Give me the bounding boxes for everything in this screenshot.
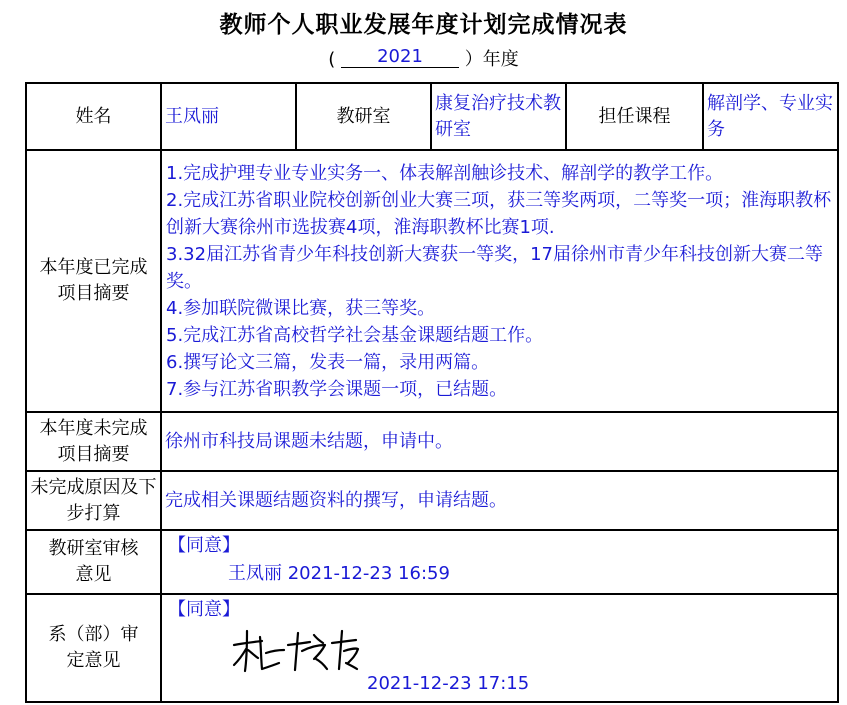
dept-verdict: 【同意】 bbox=[168, 599, 240, 620]
list-item: 2.完成江苏省职业院校创新创业大赛三项，获三等奖两项，二等奖一项；淮海职教杯创新大赛徐州市选拔赛4项，淮海职教杯比赛1项. bbox=[166, 189, 832, 238]
reason-value: 完成相关课题结题资料的撰写，申请结题。 bbox=[161, 471, 838, 530]
office-review-label bbox=[26, 530, 161, 594]
completed-label-text: 本年度已完成项目摘要 bbox=[39, 257, 148, 304]
dept-review-label bbox=[26, 594, 161, 702]
office-label: 教研室 bbox=[296, 83, 431, 150]
header-row bbox=[26, 83, 838, 150]
dept-review-row bbox=[26, 594, 838, 702]
list-item: 5.完成江苏省高校哲学社会基金课题结题工作。 bbox=[166, 324, 544, 346]
office-review-label-text: 教研室审核意见 bbox=[48, 538, 139, 585]
office-review-opinion bbox=[161, 530, 838, 594]
office-review-row bbox=[26, 530, 838, 594]
name-value: 王凤丽 bbox=[161, 83, 296, 150]
course-value: 解剖学、专业实务 bbox=[703, 83, 838, 150]
office-value: 康复治疗技术教研室 bbox=[431, 83, 566, 150]
handwritten-signature bbox=[230, 625, 360, 677]
list-item: 1.完成护理专业专业实务一、体表解剖触诊技术、解剖学的教学工作。 bbox=[166, 162, 724, 184]
plan-completion-table bbox=[25, 82, 839, 703]
list-item: 6.撰写论文三篇，发表一篇，录用两篇。 bbox=[166, 351, 490, 373]
uncompleted-label bbox=[26, 412, 161, 471]
year-open-paren: ( bbox=[328, 49, 336, 70]
dept-review-date: 2021-12-23 17:15 bbox=[367, 673, 530, 694]
completed-summary bbox=[161, 150, 838, 412]
reason-label-text: 未完成原因及下步打算 bbox=[30, 476, 157, 524]
uncompleted-row bbox=[26, 412, 838, 471]
year-suffix: ）年度 bbox=[464, 49, 519, 70]
list-item: 7.参与江苏省职教学会课题一项，已结题。 bbox=[166, 378, 508, 400]
uncompleted-value: 徐州市科技局课题未结题，申请中。 bbox=[161, 412, 838, 471]
completed-label bbox=[26, 150, 161, 412]
reason-row bbox=[26, 471, 838, 530]
year-value: 2021 bbox=[341, 47, 459, 68]
form-title: 教师个人职业发展年度计划完成情况表 bbox=[219, 12, 628, 38]
completed-row bbox=[26, 150, 838, 412]
office-signer-line: 王凤丽 2021-12-23 16:59 bbox=[228, 563, 450, 584]
office-verdict: 【同意】 bbox=[168, 535, 240, 556]
course-label: 担任课程 bbox=[566, 83, 703, 150]
reason-label bbox=[26, 471, 161, 530]
dept-review-opinion bbox=[161, 594, 838, 702]
name-label: 姓名 bbox=[26, 83, 161, 150]
year-line bbox=[0, 48, 847, 72]
uncompleted-label-text: 本年度未完成项目摘要 bbox=[39, 417, 148, 465]
completed-list bbox=[162, 158, 837, 405]
list-item: 3.32届江苏省青少年科技创新大赛获一等奖，17届徐州市青少年科技创新大赛二等奖。 bbox=[166, 243, 823, 292]
dept-review-label-text: 系（部）审定意见 bbox=[48, 624, 139, 671]
list-item: 4.参加联院微课比赛，获三等奖。 bbox=[166, 297, 436, 319]
